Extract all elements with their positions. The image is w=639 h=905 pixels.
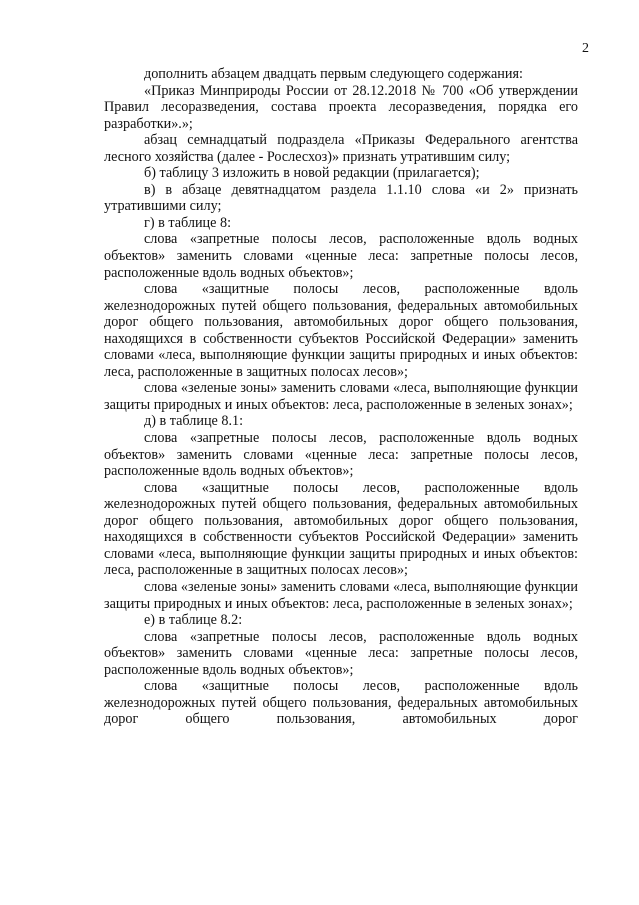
document-body	[104, 66, 578, 728]
paragraph-table-8-zapretnye: слова «запретные полосы лесов, расположенные вдоль водных объектов» заменить словами «ценные леса: запретные полосы лесов, расположенные вдоль водных объектов»;	[104, 231, 578, 281]
paragraph-table-8-zashchitnye: слова «защитные полосы лесов, расположенные вдоль железнодорожных путей общего пользования, федеральных автомобильных дорог общего пользования, автомобильных дорог общего пользования, находящихся в собственности субъектов Российской Федерации» заменить словами «леса, выполняющие функции защиты природных и иных объектов: леса, расположенные в защитных полосах лесов»;	[104, 281, 578, 380]
paragraph-g-table-8: г) в таблице 8:	[144, 214, 232, 231]
paragraph-table-8-1-zapretnye: слова «запретные полосы лесов, расположенные вдоль водных объектов» заменить словами «ценные леса: запретные полосы лесов, расположенные вдоль водных объектов»;	[104, 430, 578, 480]
paragraph-table-8-2-zashchitnye: слова «защитные полосы лесов, расположенные вдоль железнодорожных путей общего пользования, федеральных автомобильных дорог общего пользования, автомобильных дорог	[104, 678, 578, 728]
paragraph-table-8-2-zapretnye: слова «запретные полосы лесов, расположенные вдоль водных объектов» заменить словами «ценные леса: запретные полосы лесов, расположенные вдоль водных объектов»;	[104, 628, 578, 678]
paragraph-b-table-3: б) таблицу 3 изложить в новой редакции (прилагается);	[144, 165, 480, 182]
paragraph-abzac-17: абзац семнадцатый подраздела «Приказы Федерального агентства лесного хозяйства (далее - Рослесхоз)» признать утратившим силу;	[104, 132, 578, 165]
paragraph-table-8-1-zelenye: слова «зеленые зоны» заменить словами «леса, выполняющие функции защиты природных и иных объектов: леса, расположенные в зеленых зонах»;	[104, 578, 578, 612]
paragraph-order-minprirody: «Приказ Минприроды России от 28.12.2018 № 700 «Об утверждении Правил лесоразведения, состава проекта лесоразведения, порядка его разработки».»;	[104, 82, 578, 132]
paragraph-d-table-8-1: д) в таблице 8.1:	[144, 413, 244, 430]
paragraph-table-8-zelenye: слова «зеленые зоны» заменить словами «леса, выполняющие функции защиты природных и иных объектов: леса, расположенные в зеленых зонах»;	[104, 380, 578, 413]
paragraph-e-table-8-2: е) в таблице 8.2:	[144, 612, 243, 629]
paragraph-table-8-1-zashchitnye: слова «защитные полосы лесов, расположенные вдоль железнодорожных путей общего пользования, федеральных автомобильных дорог общего пользования, автомобильных дорог общего пользования, находящихся в собственности субъектов Российской Федерации» заменить словами «леса, выполняющие функции защиты природных и иных объектов: леса, расположенные в защитных полосах лесов»;	[104, 479, 578, 579]
paragraph-v-section-1-1-10: в) в абзаце девятнадцатом раздела 1.1.10 слова «и 2» признать утратившими силу;	[104, 181, 578, 215]
page-number: 2	[582, 41, 589, 56]
paragraph-add-abzac: дополнить абзацем двадцать первым следующего содержания:	[144, 66, 523, 82]
